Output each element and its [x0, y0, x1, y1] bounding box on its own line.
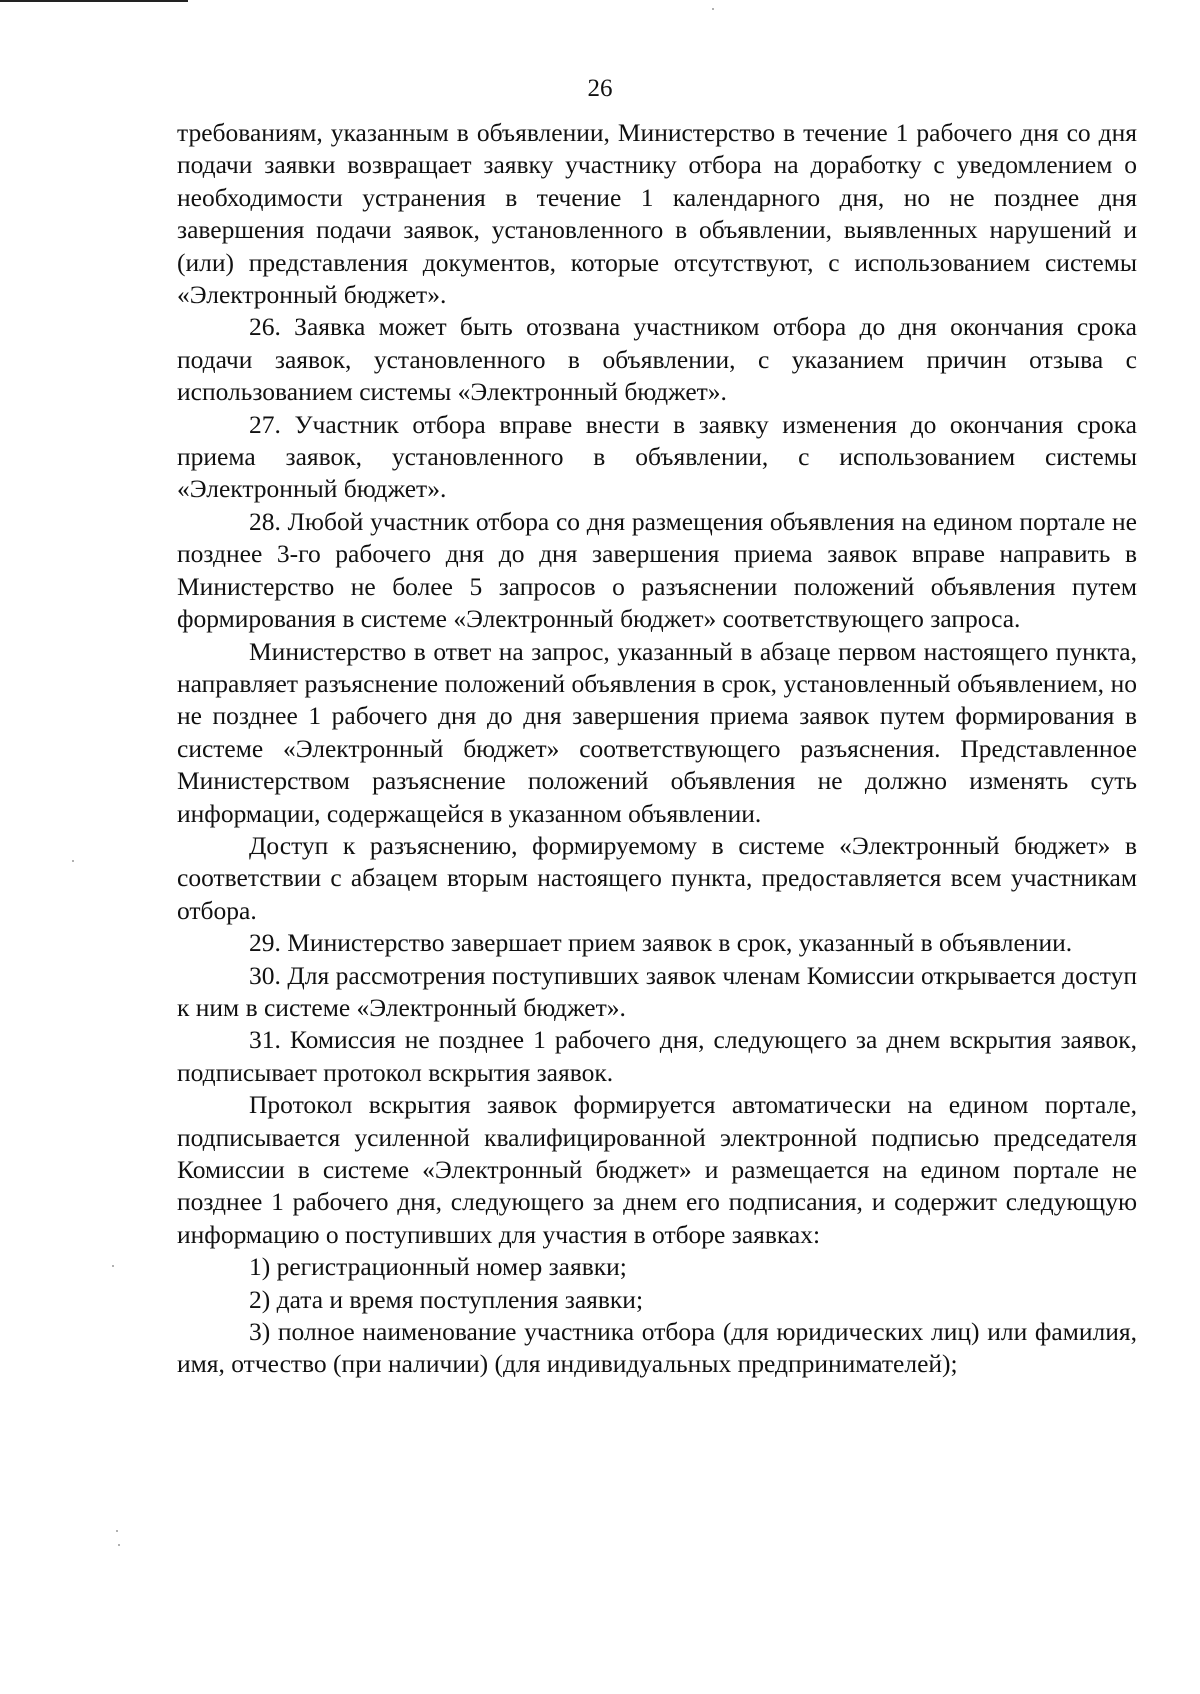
list-item-1: 1) регистрационный номер заявки;	[249, 1252, 627, 1282]
paragraph-item-26: 26. Заявка может быть отозвана участником отбора до дня окончания срока подачи заявок, установленного в объявлении, с указанием причин отзыва с использованием системы «Электронный бюджет».	[177, 312, 1137, 407]
scan-edge-line	[0, 0, 188, 2]
paragraph-item-28: 28. Любой участник отбора со дня размещения объявления на едином портале не позднее 3-го рабочего дня до дня завершения приема заявок вправе направить в Министерство не более 5 запросов о разъяснении положений объявления путем формирования в системе «Электронный бюджет» соответствующего запроса.	[177, 506, 1137, 634]
scan-speck	[116, 1530, 118, 1532]
paragraph-item-30: 30. Для рассмотрения поступивших заявок членам Комиссии открывается доступ к ним в системе «Электронный бюджет».	[177, 960, 1137, 1022]
paragraph-item-28-part-3: Доступ к разъяснению, формируемому в системе «Электронный бюджет» в соответствии с абзацем вторым настоящего пункта, предоставляется всем участникам отбора.	[177, 830, 1137, 925]
paragraph-item-31-protocol: Протокол вскрытия заявок формируется автоматически на едином портале, подписывается усиленной квалифицированной электронной подписью председателя Комиссии в системе «Электронный бюджет» и размещается на едином портале не позднее 1 рабочего дня, следующего за днем его подписания, и содержит следующую информацию о поступивших для участия в отборе заявках:	[177, 1090, 1137, 1249]
paragraph-continuation: требованиям, указанным в объявлении, Министерство в течение 1 рабочего дня со дня подачи заявки возвращает заявку участнику отбора на доработку с уведомлением о необходимости устранения в течение 1 календарного дня, но не позднее дня завершения подачи заявок, установленного в объявлении, выявленных нарушений и (или) представления документов, которые отсутствуют, с использованием системы «Электронный бюджет».	[177, 118, 1137, 310]
paragraph-item-29: 29. Министерство завершает прием заявок в срок, указанный в объявлении.	[249, 928, 1073, 958]
scan-speck	[712, 8, 714, 10]
list-item-3: 3) полное наименование участника отбора (для юридических лиц) или фамилия, имя, отчество (при наличии) (для индивидуальных предпринимателей);	[177, 1317, 1137, 1379]
list-item-2: 2) дата и время поступления заявки;	[249, 1284, 644, 1314]
document-body	[177, 117, 1137, 1381]
scan-speck	[112, 1265, 114, 1267]
paragraph-item-28-part-2: Министерство в ответ на запрос, указанный в абзаце первом настоящего пункта, направляет разъяснение положений объявления в срок, установленный объявлением, но не позднее 1 рабочего дня до дня завершения приема заявок путем формирования в системе «Электронный бюджет» соответствующего разъяснения. Представленное Министерством разъяснение положений объявления не должно изменять суть информации, содержащейся в указанном объявлении.	[177, 636, 1137, 828]
page-number: 26	[587, 75, 613, 102]
scan-speck	[72, 860, 74, 862]
paragraph-item-27: 27. Участник отбора вправе внести в заявку изменения до окончания срока приема заявок, установленного в объявлении, с использованием системы «Электронный бюджет».	[177, 409, 1137, 504]
scan-speck	[118, 1544, 120, 1546]
paragraph-item-31: 31. Комиссия не позднее 1 рабочего дня, следующего за днем вскрытия заявок, подписывает протокол вскрытия заявок.	[177, 1025, 1137, 1087]
